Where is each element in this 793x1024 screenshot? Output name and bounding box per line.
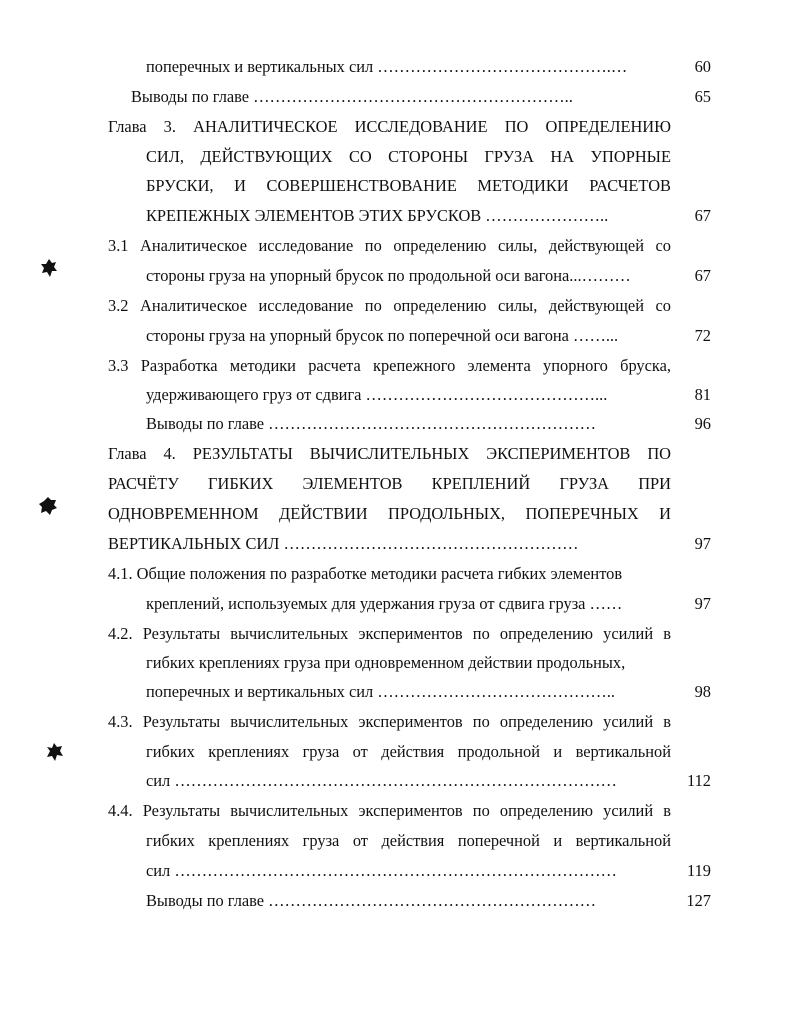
toc-line: креплений, используемых для удержания груза от сдвига груза …… [146,594,623,613]
toc-line: 4.4. Результаты вычислительных экспериментов по определению усилий в [108,801,671,820]
chapter-heading: СИЛ, ДЕЙСТВУЮЩИХ СО СТОРОНЫ ГРУЗА НА УПОРНЫЕ [146,147,671,166]
page-number: 127 [686,891,711,910]
toc-line: Выводы по главе ………………………………………………….. [131,87,573,106]
toc-line: поперечных и вертикальных сил …………………………………….… [146,57,628,76]
toc-line: Выводы по главе …………………………………………………… [146,891,596,910]
toc-line: стороны груза на упорный брусок по поперечной оси вагона ……... [146,326,619,345]
toc-line: поперечных и вертикальных сил …………………………………….. [146,682,615,701]
page-number: 65 [694,87,711,106]
chapter-heading: ОДНОВРЕМЕННОМ ДЕЙСТВИИ ПРОДОЛЬНЫХ, ПОПЕРЕЧНЫХ И [108,504,671,523]
toc-line: стороны груза на упорный брусок по продольной оси вагона...……… [146,266,631,285]
scan-speck [38,496,58,516]
page-number: 72 [694,326,711,345]
page-number: 60 [694,57,711,76]
toc-line: гибких креплениях груза от действия поперечной и вертикальной [146,831,671,850]
page-number: 81 [694,385,711,404]
toc-line: гибких креплениях груза от действия продольной и вертикальной [146,742,671,761]
page-number: 112 [687,771,711,790]
page-number: 97 [694,594,711,613]
chapter-heading: КРЕПЕЖНЫХ ЭЛЕМЕНТОВ ЭТИХ БРУСКОВ ………………….. [146,206,609,225]
toc-line: удерживающего груз от сдвига ……………………………………... [146,385,608,404]
chapter-heading: БРУСКИ, И СОВЕРШЕНСТВОВАНИЕ МЕТОДИКИ РАСЧЕТОВ [146,176,671,195]
toc-line: гибких креплениях груза при одновременном действии продольных, [146,653,626,672]
scan-speck [46,742,64,762]
chapter-heading: РАСЧЁТУ ГИБКИХ ЭЛЕМЕНТОВ КРЕПЛЕНИЙ ГРУЗА ПРИ [108,474,671,493]
chapter-heading: Глава 4. РЕЗУЛЬТАТЫ ВЫЧИСЛИТЕЛЬНЫХ ЭКСПЕРИМЕНТОВ ПО [108,444,671,463]
page-number: 67 [694,206,711,225]
toc-line: 3.2 Аналитическое исследование по определению силы, действующей со [108,296,671,315]
page-number: 67 [694,266,711,285]
toc-line: сил ……………………………………………………………………… [146,861,617,880]
toc-line: сил ……………………………………………………………………… [146,771,617,790]
page-number: 97 [694,534,711,553]
toc-line: Выводы по главе …………………………………………………… [146,414,596,433]
scan-speck [40,258,58,278]
toc-line: 3.3 Разработка методики расчета крепежного элемента упорного бруска, [108,356,671,375]
chapter-heading: Глава 3. АНАЛИТИЧЕСКОЕ ИССЛЕДОВАНИЕ ПО ОПРЕДЕЛЕНИЮ [108,117,671,136]
page-number: 119 [687,861,711,880]
page-number: 96 [694,414,711,433]
page-number: 98 [694,682,711,701]
chapter-heading: ВЕРТИКАЛЬНЫХ СИЛ ……………………………………………… [108,534,579,553]
toc-line: 4.2. Результаты вычислительных экспериментов по определению усилий в [108,624,671,643]
toc-line: 4.1. Общие положения по разработке методики расчета гибких элементов [108,564,623,583]
toc-line: 3.1 Аналитическое исследование по определению силы, действующей со [108,236,671,255]
toc-line: 4.3. Результаты вычислительных экспериментов по определению усилий в [108,712,671,731]
